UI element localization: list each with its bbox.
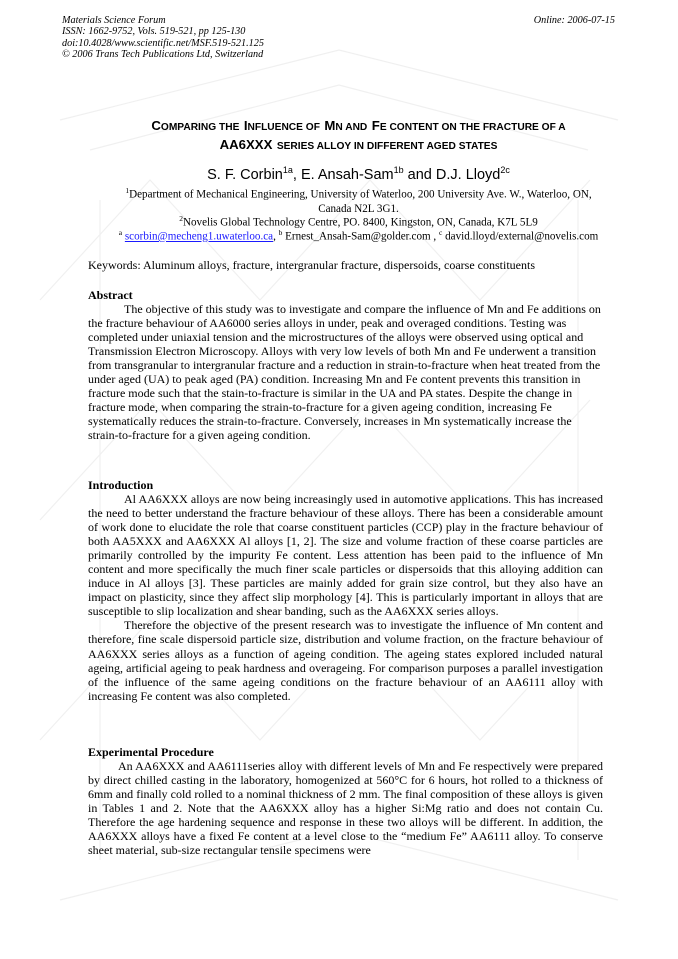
online-date: Online: 2006-07-15 [533,15,615,26]
author-emails: $^a$ scorbin@mecheng1.uwaterloo.ca, $^b$ Ernest_Ansah-Sam@golder.com , $^c$ david.lloyd/external@novelis.com [118,228,599,243]
paper-title [86,117,631,155]
affiliation-1: $^1$Department of Mechanical Engineering, University of Waterloo, 200 University Ave. W., Waterloo, ON, Canada N2L 3G1. [125,186,592,215]
journal-header [62,15,264,61]
author-1: S. F. Corbin [207,166,283,183]
email-lloyd: david.lloyd/external@novelis.com [445,230,599,243]
author-list: S. F. Corbin$^{1a}$, E. Ansah-Sam$^{1b}$ and D.J. Lloyd$^{2c}$ [207,165,510,183]
experimental-paragraph-1: An AA6XXX and AA6111series alloy with different levels of Mn and Fe respectively were prepared by direct chilled casting in the laboratory, homogenized at 560°C for 6 hours, hot rolled to a thickness of 6mm and finally cold rolled to a nominal thickness of 2 mm. The final composition of these alloys is given in Tables 1 and 2. Note that the AA6XXX alloy has a higher Si:Mg ratio and does not contain Cu. Therefore the age hardening sequence and response in these two alloys will be different. In addition, the AA6XXX alloys have a fixed Fe content at a level close to the “medium Fe” AA6111 alloy. To conserve sheet material, sub-size rectangular tensile specimens were [88,759,603,858]
experimental-heading: Experimental Procedure [88,745,214,759]
author-3: and D.J. Lloyd [407,166,501,183]
introduction-body [88,492,603,703]
email-link-corbin[interactable]: scorbin@mecheng1.uwaterloo.ca [124,230,274,243]
title-line-2: AA6XXX SERIES ALLOY IN DIFFERENT AGED STATES [219,137,498,152]
email-ansah-sam: Ernest_Ansah-Sam@golder.com [285,230,431,243]
journal-doi: doi:10.4028/www.scientific.net/MSF.519-521.125 [62,37,264,49]
introduction-paragraph-1: Al AA6XXX alloys are now being increasingly used in automotive applications. This has increased the need to better understand the fracture behaviour of these alloys. There has been a considerable amount of work done to elucidate the role that coarse constituent particles (CCP) play in the fracture behaviour of both AA5XXX and AA6XXX Al alloys [1, 2]. The size and volume fraction of these coarse particles are primarily controlled by the impurity Fe content. Less attention has been paid to the influence of Mn content and more specifically the much finer scale particles or dispersoids that this alloying addition can induce in Al alloys [3]. These particles are mainly added for grain size control, but they also have an impact on plasticity, since they affect slip morphology [4]. This is particularly important in alloys that are susceptible to slip localization and shear banding, such as the AA6XXX series alloys. [88,492,603,619]
abstract-heading: Abstract [88,288,133,302]
journal-issn: ISSN: 1662-9752, Vols. 519-521, pp 125-130 [62,26,246,38]
introduction-heading: Introduction [88,478,154,492]
title-line-1: COMPARING THE INFLUENCE OF MN AND FE CONTENT ON THE FRACTURE OF A [151,118,566,133]
experimental-body [88,759,603,857]
journal-copyright: © 2006 Trans Tech Publications Ltd, Switzerland [62,49,264,61]
journal-name: Materials Science Forum [62,15,166,26]
introduction-paragraph-2: Therefore the objective of the present research was to investigate the influence of Mn content and therefore, fine scale dispersoid particle size, distribution and volume fraction, on the fracture behaviour of AA6XXX series alloys as a function of ageing condition. The ageing states explored included natural ageing, artificial ageing to peak hardness and overageing. For comparison purposes a parallel investigation of the influence of the same ageing conditions on the fracture behaviour of an AA6111 alloy with increasing Fe content was also completed. [88,618,603,703]
abstract-text: The objective of this study was to investigate and compare the influence of Mn and Fe additions on the fracture behaviour of AA6000 series alloys in under, peak and overaged conditions. Testing was completed under uniaxial tension and the microstructures of the alloys were observed using optical and Transmission Electron Microscopy. Alloys with very low levels of both Mn and Fe underwent a transition from transgranular to intergranular fracture and a reduction in strain-to-fracture when heat treated from the under aged (UA) to peak aged (PA) condition. Increasing Mn and Fe content prevents this transition in fracture mode such that the stain-to-fracture is similar in the UA and PA states. Despite the change in fracture mode, when comparing the strain-to-fracture for a given ageing condition, increasing Fe systematically reduces the strain-to-fracture. Conversely, increases in Mn systematically increase the strain-to-fracture for a given ageing condition. [88,302,601,443]
author-2: E. Ansah-Sam [300,166,394,183]
keywords: Keywords: Aluminum alloys, fracture, intergranular fracture, dispersoids, coarse constituents [88,258,535,272]
affiliation-2: $^2$Novelis Global Technology Centre, PO. 8400, Kingston, ON, Canada, K7L 5L9 [179,214,538,229]
